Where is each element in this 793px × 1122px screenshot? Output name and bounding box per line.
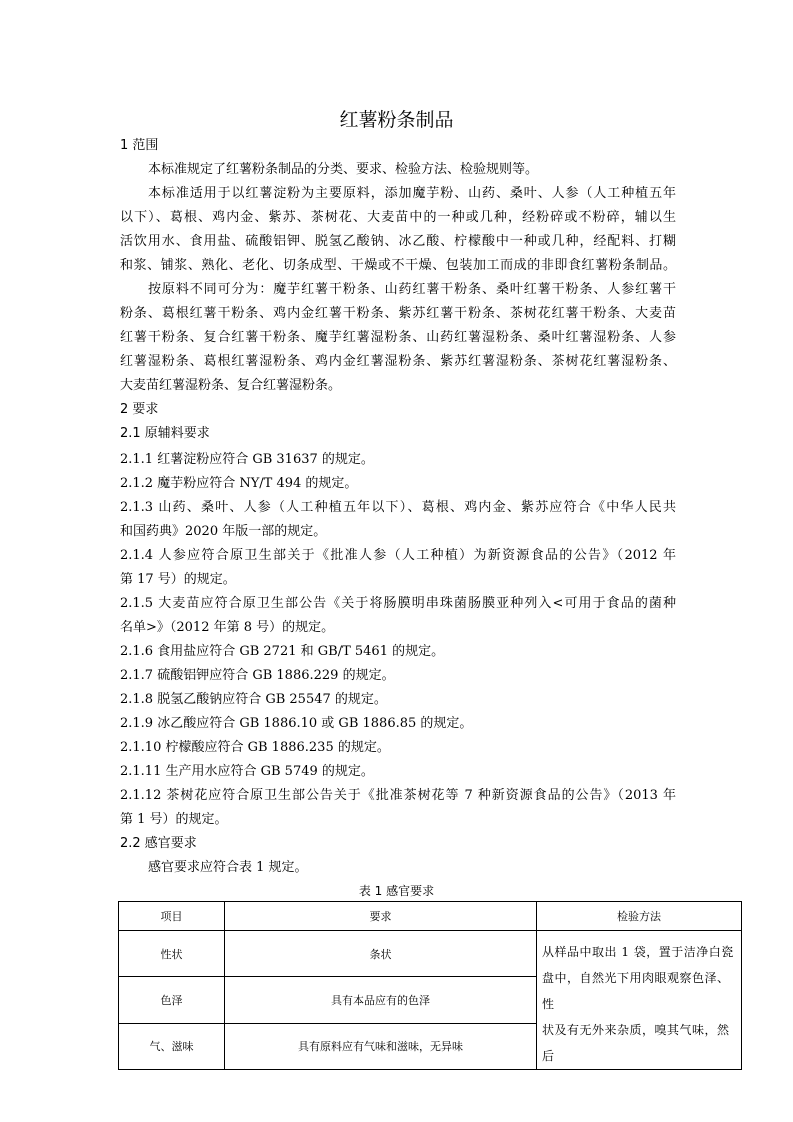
subsection-2-1-heading: 2.1 原辅料要求 bbox=[120, 426, 210, 441]
table-cell-requirement: 具有原料应有气味和滋味，无异味 bbox=[225, 1023, 537, 1069]
clause-item: 2.1.9 冰乙酸应符合 GB 1886.10 或 GB 1886.85 的规定。 bbox=[120, 716, 473, 731]
clause-item: 2.1.2 魔芋粉应符合 NY/T 494 的规定。 bbox=[120, 476, 358, 491]
clause-item: 2.1.4 人参应符合原卫生部关于《批准人参（人工种植）为新资源食品的公告》（2012 年 bbox=[120, 548, 676, 563]
table-cell-item: 色泽 bbox=[119, 977, 225, 1023]
clause-item: 2.1.10 柠檬酸应符合 GB 1886.235 的规定。 bbox=[120, 740, 390, 755]
clause-item: 2.1.6 食用盐应符合 GB 2721 和 GB/T 5461 的规定。 bbox=[120, 644, 445, 659]
table-cell-item: 气、滋味 bbox=[119, 1023, 225, 1069]
table-header-cell: 项目 bbox=[119, 902, 225, 931]
paragraph-scope: 本标准规定了红薯粉条制品的分类、要求、检验方法、检验规则等。 bbox=[148, 162, 539, 177]
method-line: 盘中，自然光下用肉眼观察色泽、性 bbox=[542, 971, 730, 1011]
paragraph-line: 粉条、葛根红薯干粉条、鸡内金红薯干粉条、紫苏红薯干粉条、茶树花红薯干粉条、大麦苗 bbox=[120, 306, 676, 321]
table-header-row bbox=[119, 902, 742, 931]
table-caption: 表 1 感官要求 bbox=[358, 884, 435, 898]
table-header-cell: 检验方法 bbox=[537, 902, 742, 931]
paragraph-line: 活饮用水、食用盐、硫酸铝钾、脱氢乙酸钠、冰乙酸、柠檬酸中一种或几种，经配料、打糊 bbox=[120, 234, 676, 249]
clause-item: 名单>》（2012 年第 8 号）的规定。 bbox=[120, 620, 335, 635]
section-2-heading: 2 要求 bbox=[120, 402, 159, 417]
method-line: 状及有无外来杂质，嗅其气味，然后 bbox=[542, 1023, 730, 1063]
table-cell-method bbox=[537, 931, 742, 1070]
clause-item: 2.1.12 茶树花应符合原卫生部公告关于《批准茶树花等 7 种新资源食品的公告》（2013 年 bbox=[120, 788, 676, 803]
paragraph-line: 以下）、葛根、鸡内金、紫苏、茶树花、大麦苗中的一种或几种，经粉碎或不粉碎，辅以生 bbox=[120, 210, 676, 225]
section-1-heading: 1 范围 bbox=[120, 138, 159, 153]
paragraph-line: 按原料不同可分为：魔芋红薯干粉条、山药红薯干粉条、桑叶红薯干粉条、人参红薯干 bbox=[148, 282, 676, 297]
table-row bbox=[119, 931, 742, 977]
clause-item: 2.1.5 大麦苗应符合原卫生部公告《关于将肠膜明串珠菌肠膜亚种列入<可用于食品的菌种 bbox=[120, 596, 676, 611]
table-header-cell: 要求 bbox=[225, 902, 537, 931]
clause-item: 2.1.7 硫酸铝钾应符合 GB 1886.229 的规定。 bbox=[120, 668, 395, 683]
clause-item: 2.1.3 山药、桑叶、人参（人工种植五年以下）、葛根、鸡内金、紫苏应符合《中华人民共 bbox=[120, 500, 676, 515]
clause-item: 第 17 号）的规定。 bbox=[120, 572, 236, 587]
table-cell-requirement: 具有本品应有的色泽 bbox=[225, 977, 537, 1023]
paragraph-line: 大麦苗红薯湿粉条、复合红薯湿粉条。 bbox=[120, 378, 342, 393]
paragraph-line: 和浆、铺浆、熟化、老化、切条成型、干燥或不干燥、包装加工而成的非即食红薯粉条制品。 bbox=[120, 258, 676, 273]
paragraph-line: 红薯湿粉条、葛根红薯湿粉条、鸡内金红薯湿粉条、紫苏红薯湿粉条、茶树花红薯湿粉条、 bbox=[120, 354, 676, 369]
paragraph-line: 本标准适用于以红薯淀粉为主要原料，添加魔芋粉、山药、桑叶、人参（人工种植五年 bbox=[148, 186, 676, 201]
method-line: 从样品中取出 1 袋，置于洁净白瓷 bbox=[542, 945, 734, 959]
clause-item: 第 1 号）的规定。 bbox=[120, 812, 228, 827]
subsection-2-2-heading: 2.2 感官要求 bbox=[120, 836, 197, 851]
clause-item: 2.1.11 生产用水应符合 GB 5749 的规定。 bbox=[120, 764, 374, 779]
sensory-table bbox=[118, 901, 742, 1070]
clause-item: 2.1.1 红薯淀粉应符合 GB 31637 的规定。 bbox=[120, 452, 374, 467]
paragraph-sensory: 感官要求应符合表 1 规定。 bbox=[148, 860, 308, 875]
table-cell-item: 性状 bbox=[119, 931, 225, 977]
clause-item: 和国药典》2020 年版一部的规定。 bbox=[120, 524, 327, 539]
table-cell-requirement: 条状 bbox=[225, 931, 537, 977]
clause-item: 2.1.8 脱氢乙酸钠应符合 GB 25547 的规定。 bbox=[120, 692, 387, 707]
paragraph-line: 红薯干粉条、复合红薯干粉条、魔芋红薯湿粉条、山药红薯湿粉条、桑叶红薯湿粉条、人参 bbox=[120, 330, 676, 345]
document-title: 红薯粉条制品 bbox=[339, 109, 454, 131]
